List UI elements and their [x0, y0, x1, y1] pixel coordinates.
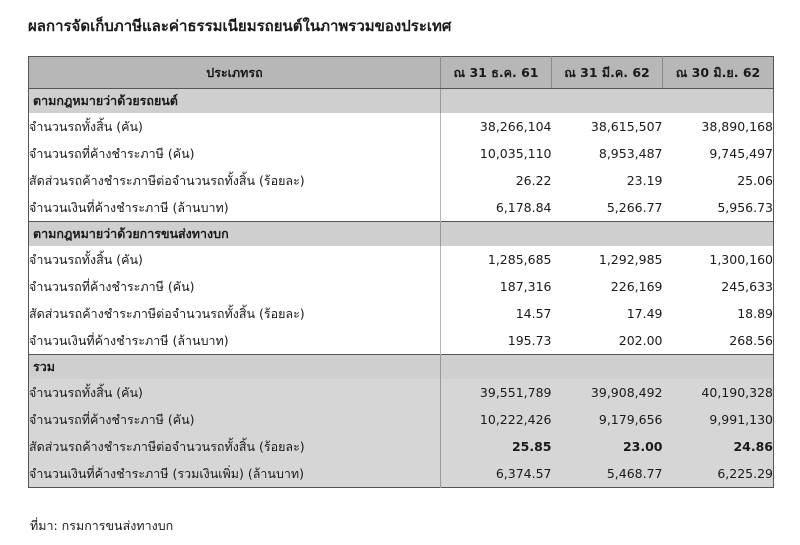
cell-value: 5,468.77 — [552, 460, 663, 488]
cell-value: 23.00 — [552, 433, 663, 460]
cell-value: 25.06 — [737, 173, 773, 188]
cell-value: 24.86 — [663, 433, 774, 460]
page-title: ผลการจัดเก็บภาษีและค่าธรรมเนียมรถยนต์ในภาพรวมของประเทศ — [28, 17, 452, 35]
table-row — [29, 113, 774, 140]
cell-value: 17.49 — [626, 306, 663, 321]
row-label: จำนวนรถทั้งสิ้น (คัน) — [29, 379, 441, 406]
source-note: ที่มา: กรมการขนส่งทางบก — [30, 518, 174, 533]
cell-value: 5,956.73 — [717, 200, 773, 215]
row-label: สัดส่วนรถค้างชำระภาษีต่อจำนวนรถทั้งสิ้น (ร้อยละ) — [29, 305, 305, 321]
cell-value: 10,222,426 — [441, 406, 552, 433]
section-heading: รวม — [29, 355, 441, 380]
table-row — [29, 433, 774, 460]
cell-value: 9,179,656 — [552, 406, 663, 433]
table-row — [29, 140, 774, 167]
cell-value: 14.57 — [441, 300, 552, 327]
cell-value: 10,035,110 — [441, 140, 552, 167]
row-label: สัดส่วนรถค้างชำระภาษีต่อจำนวนรถทั้งสิ้น (ร้อยละ) — [29, 433, 441, 460]
cell-value: 26.22 — [441, 167, 552, 194]
cell-value: 9,991,130 — [663, 406, 774, 433]
cell-value: 25.85 — [441, 433, 552, 460]
cell-value: 40,190,328 — [663, 379, 774, 406]
row-label: จำนวนรถทั้งสิ้น (คัน) — [29, 251, 143, 267]
cell-value: 195.73 — [441, 327, 552, 355]
section-heading-row — [29, 222, 774, 247]
row-label: สัดส่วนรถค้างชำระภาษีต่อจำนวนรถทั้งสิ้น (ร้อยละ) — [29, 172, 305, 188]
cell-value: 202.00 — [618, 333, 663, 348]
table-row — [29, 460, 774, 488]
cell-value: 38,266,104 — [441, 113, 552, 140]
cell-value: 6,374.57 — [441, 460, 552, 488]
row-label: จำนวนรถที่ค้างชำระภาษี (คัน) — [29, 145, 195, 161]
cell-value: 6,225.29 — [663, 460, 774, 488]
table-header-row — [29, 57, 774, 89]
cell-value: 245,633 — [721, 279, 773, 294]
table-row — [29, 246, 774, 273]
column-header-jun-62: ณ 30 มิ.ย. 62 — [663, 57, 774, 89]
column-header-vehicle-type: ประเภทรถ — [29, 57, 441, 89]
cell-value: 18.89 — [737, 306, 773, 321]
section-heading: ตามกฎหมายว่าด้วยการขนส่งทางบก — [29, 222, 441, 247]
cell-value: 39,908,492 — [552, 379, 663, 406]
cell-value: 1,300,160 — [709, 252, 773, 267]
table-row — [29, 379, 774, 406]
tax-collection-table — [28, 56, 774, 488]
cell-value: 23.19 — [626, 173, 663, 188]
table-row — [29, 327, 774, 355]
table-row — [29, 300, 774, 327]
table-row — [29, 406, 774, 433]
cell-value: 39,551,789 — [441, 379, 552, 406]
table-row — [29, 273, 774, 300]
row-label: จำนวนเงินที่ค้างชำระภาษี (ล้านบาท) — [29, 199, 229, 215]
section-heading-row — [29, 355, 774, 380]
cell-value: 187,316 — [441, 273, 552, 300]
column-header-dec-61: ณ 31 ธ.ค. 61 — [441, 57, 552, 89]
cell-value: 6,178.84 — [441, 194, 552, 222]
cell-value: 38,615,507 — [590, 119, 663, 134]
cell-value: 8,953,487 — [598, 146, 663, 161]
row-label: จำนวนเงินที่ค้างชำระภาษี (ล้านบาท) — [29, 332, 229, 348]
row-label: จำนวนรถที่ค้างชำระภาษี (คัน) — [29, 406, 441, 433]
cell-value: 38,890,168 — [701, 119, 773, 134]
cell-value: 1,285,685 — [441, 246, 552, 273]
section-heading: ตามกฎหมายว่าด้วยรถยนต์ — [29, 89, 441, 114]
cell-value: 5,266.77 — [606, 200, 663, 215]
row-label: จำนวนรถที่ค้างชำระภาษี (คัน) — [29, 278, 195, 294]
cell-value: 1,292,985 — [598, 252, 663, 267]
cell-value: 9,745,497 — [709, 146, 773, 161]
table-row — [29, 194, 774, 222]
column-header-mar-62: ณ 31 มี.ค. 62 — [552, 57, 663, 89]
row-label: จำนวนรถทั้งสิ้น (คัน) — [29, 118, 143, 134]
cell-value: 268.56 — [729, 333, 773, 348]
table-row — [29, 167, 774, 194]
section-heading-row — [29, 89, 774, 114]
row-label: จำนวนเงินที่ค้างชำระภาษี (รวมเงินเพิ่ม) (ล้านบาท) — [29, 460, 441, 488]
cell-value: 226,169 — [610, 279, 663, 294]
